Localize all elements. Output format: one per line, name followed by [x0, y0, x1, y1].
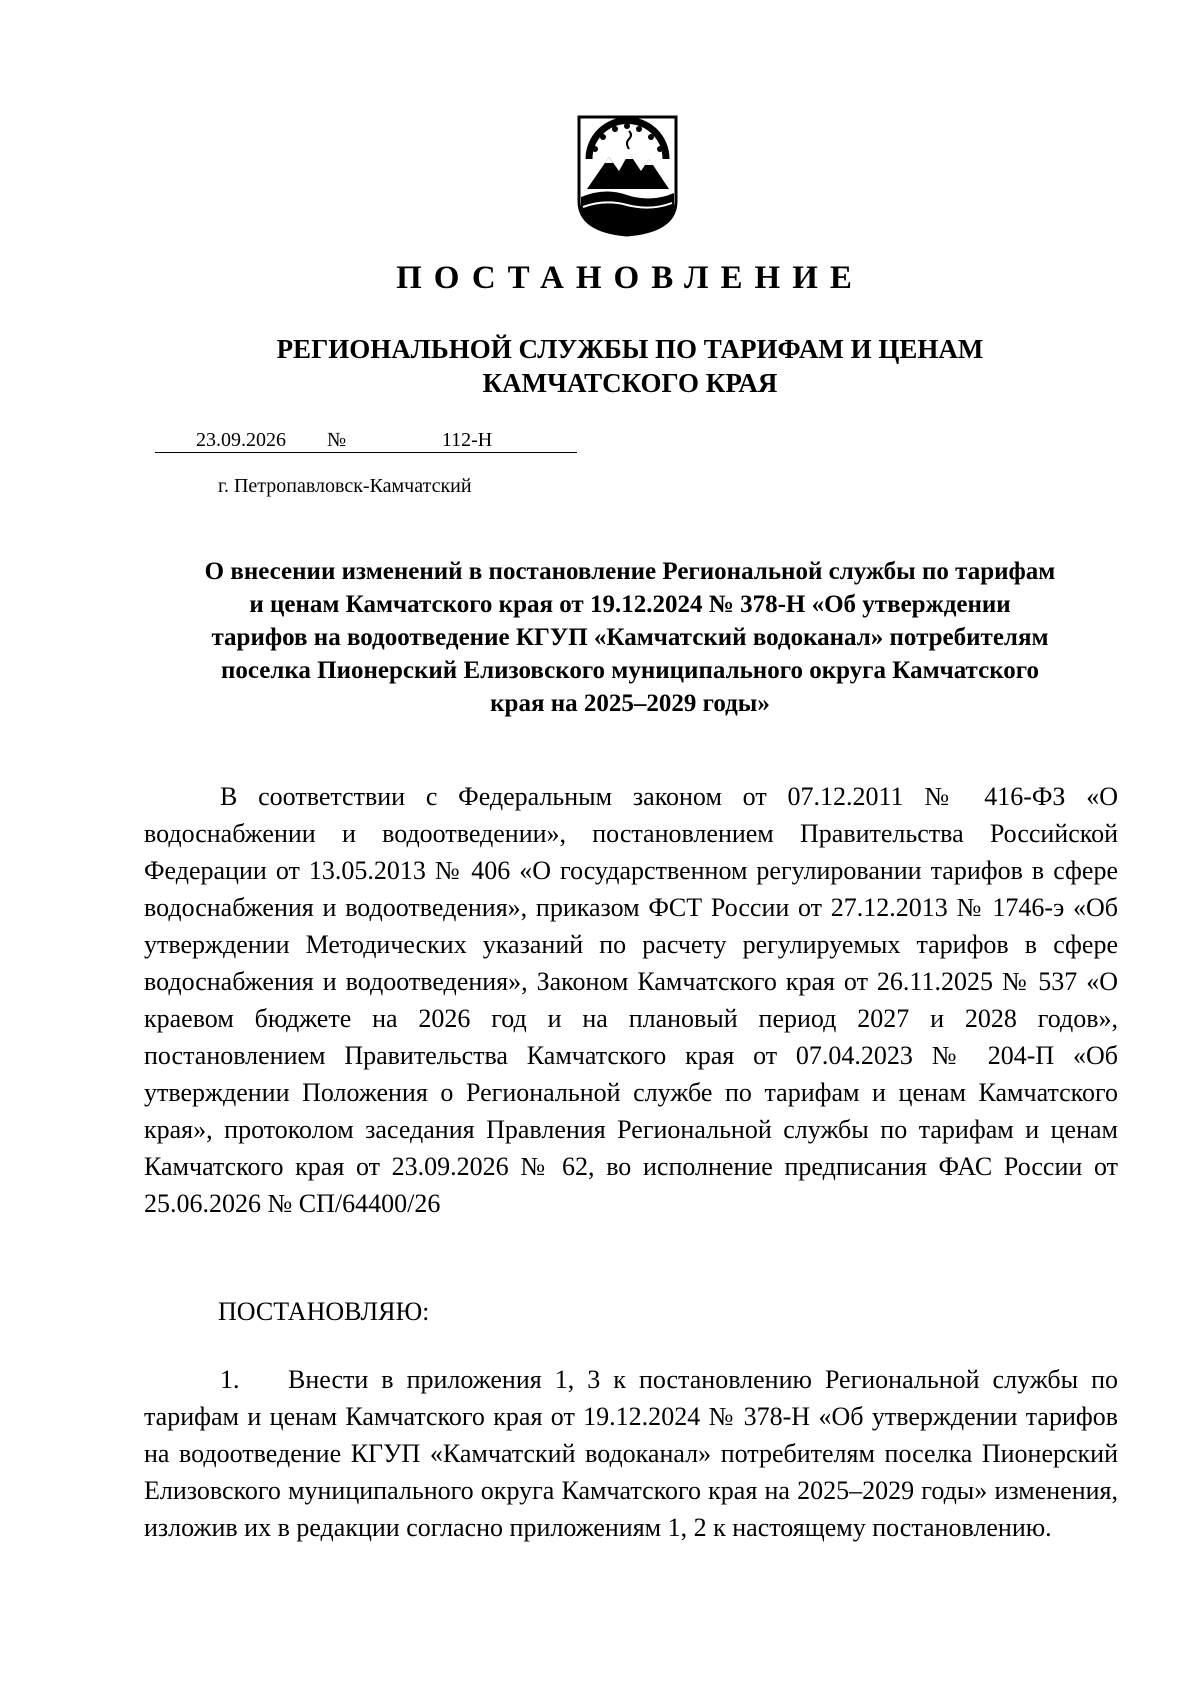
number-sign: №: [327, 428, 357, 453]
item-text: Внести в приложения 1, 3 к постановлению Региональной службы по тарифам и ценам Камчатского края от 19.12.2024 № 378-Н «Об утверждении тарифов на водоотведение КГУП «Камчатский водоканал» потребителям поселка Пионерский Елизовского муниципального округа Камчатского края на 2025–2029 годы» изменения, изложив их в редакции согласно приложениям 1, 2 к настоящему постановлению.: [144, 1365, 1118, 1542]
issuing-authority: [0, 332, 1200, 400]
title-line: края на 2025–2029 годы»: [490, 690, 770, 717]
ruling-word: ПОСТАНОВЛЯЮ:: [218, 1297, 430, 1326]
place-of-issue: г. Петропавловск-Камчатский: [218, 475, 472, 497]
title-line: О внесении изменений в постановление Региональной службы по тарифам: [204, 558, 1056, 585]
preamble-paragraph: В соответствии с Федеральным законом от 07.12.2011 № 416-ФЗ «О водоснабжении и водоотведении», постановлением Правительства Российской Федерации от 13.05.2013 № 406 «О государственном регулировании тарифов в сфере водоснабжения и водоотведения», приказом ФСТ России от 27.12.2013 № 1746-э «Об утверждении Методических указаний по расчету регулируемых тарифов в сфере водоснабжения и водоотведения», Законом Камчатского края от 26.11.2025 № 537 «О краевом бюджете на 2026 год и на плановый период 2027 и 2028 годов», постановлением Правительства Камчатского края от 07.04.2023 № 204-П «Об утверждении Положения о Региональной службе по тарифам и ценам Камчатского края», протоколом заседания Правления Региональной службы по тарифам и ценам Камчатского края от 23.09.2026 № 62, во исполнение предписания ФАС России от 25.06.2026 № СП/64400/26: [144, 782, 1118, 1218]
item-number: 1.: [220, 1365, 240, 1394]
authority-line: КАМЧАТСКОГО КРАЯ: [482, 368, 778, 398]
authority-line: РЕГИОНАЛЬНОЙ СЛУЖБЫ ПО ТАРИФАМ И ЦЕНАМ: [276, 334, 984, 364]
coat-of-arms-emblem: [575, 113, 680, 238]
document-title: [130, 555, 1130, 720]
document-number: 112-Н: [357, 428, 577, 453]
resolution-item: [144, 1361, 1118, 1546]
title-line: тарифов на водоотведение КГУП «Камчатский водоканал» потребителям: [211, 624, 1049, 651]
title-line: и ценам Камчатского края от 19.12.2024 № 378-Н «Об утверждении: [249, 591, 1011, 618]
document-date: 23.09.2026: [155, 428, 327, 453]
title-line: поселка Пионерский Елизовского муниципального округа Камчатского: [220, 657, 1040, 684]
document-type-heading: ПОСТАНОВЛЕНИЕ: [396, 260, 864, 296]
